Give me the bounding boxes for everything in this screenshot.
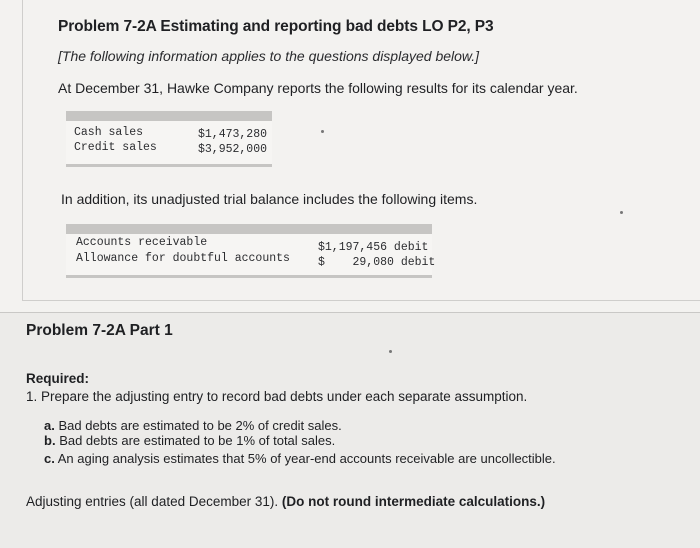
- allowance-label: Allowance for doubtful accounts: [76, 252, 290, 265]
- panel-left-rule: [22, 0, 23, 300]
- assumption-a: [44, 418, 342, 433]
- trial-balance-intro: In addition, its unadjusted trial balance includes the following items.: [61, 191, 478, 207]
- sales-table: [66, 111, 272, 167]
- credit-sales-value: $3,952,000: [198, 143, 268, 156]
- trial-balance-table: [66, 224, 436, 278]
- table-header-bar: [66, 224, 432, 234]
- instructions-note: [The following information applies to the questions displayed below.]: [58, 48, 480, 64]
- accounts-receivable-label: Accounts receivable: [76, 236, 208, 249]
- required-label: Required:: [26, 371, 90, 386]
- assumption-c: [44, 451, 556, 466]
- adjusting-entries-instruction: [26, 494, 545, 509]
- stray-mark: [620, 211, 623, 214]
- adjusting-text: Adjusting entries (all dated December 31).: [26, 494, 279, 509]
- assumption-letter: a.: [44, 418, 55, 433]
- intro-text: At December 31, Hawke Company reports the following results for its calendar year.: [58, 80, 578, 96]
- stray-mark: [389, 350, 392, 353]
- requirement-item: 1. Prepare the adjusting entry to record bad debts under each separate assumption.: [26, 389, 528, 404]
- table-footer-bar: [66, 275, 432, 278]
- cash-sales-value: $1,473,280: [198, 128, 268, 141]
- table-footer-bar: [66, 164, 272, 167]
- allowance-value: $ 29,080 debit: [318, 256, 436, 269]
- table-header-bar: [66, 111, 272, 121]
- rounding-note: (Do not round intermediate calculations.): [281, 494, 546, 509]
- credit-sales-label: Credit sales: [74, 141, 157, 154]
- assumption-b: [44, 433, 335, 448]
- panel-bottom-rule: [22, 300, 700, 301]
- assumption-letter: c.: [44, 451, 55, 466]
- part-title: Problem 7-2A Part 1: [26, 322, 173, 339]
- accounts-receivable-value: $1,197,456 debit: [318, 241, 429, 254]
- assumption-text: An aging analysis estimates that 5% of year-end accounts receivable are uncollectible.: [57, 451, 556, 466]
- assumption-text: Bad debts are estimated to be 1% of total sales.: [59, 433, 336, 448]
- assumption-text: Bad debts are estimated to be 2% of credit sales.: [58, 418, 342, 433]
- cash-sales-label: Cash sales: [74, 126, 144, 139]
- assumption-letter: b.: [44, 433, 56, 448]
- problem-title: Problem 7-2A Estimating and reporting bad debts LO P2, P3: [58, 18, 494, 35]
- stray-mark: [321, 130, 324, 133]
